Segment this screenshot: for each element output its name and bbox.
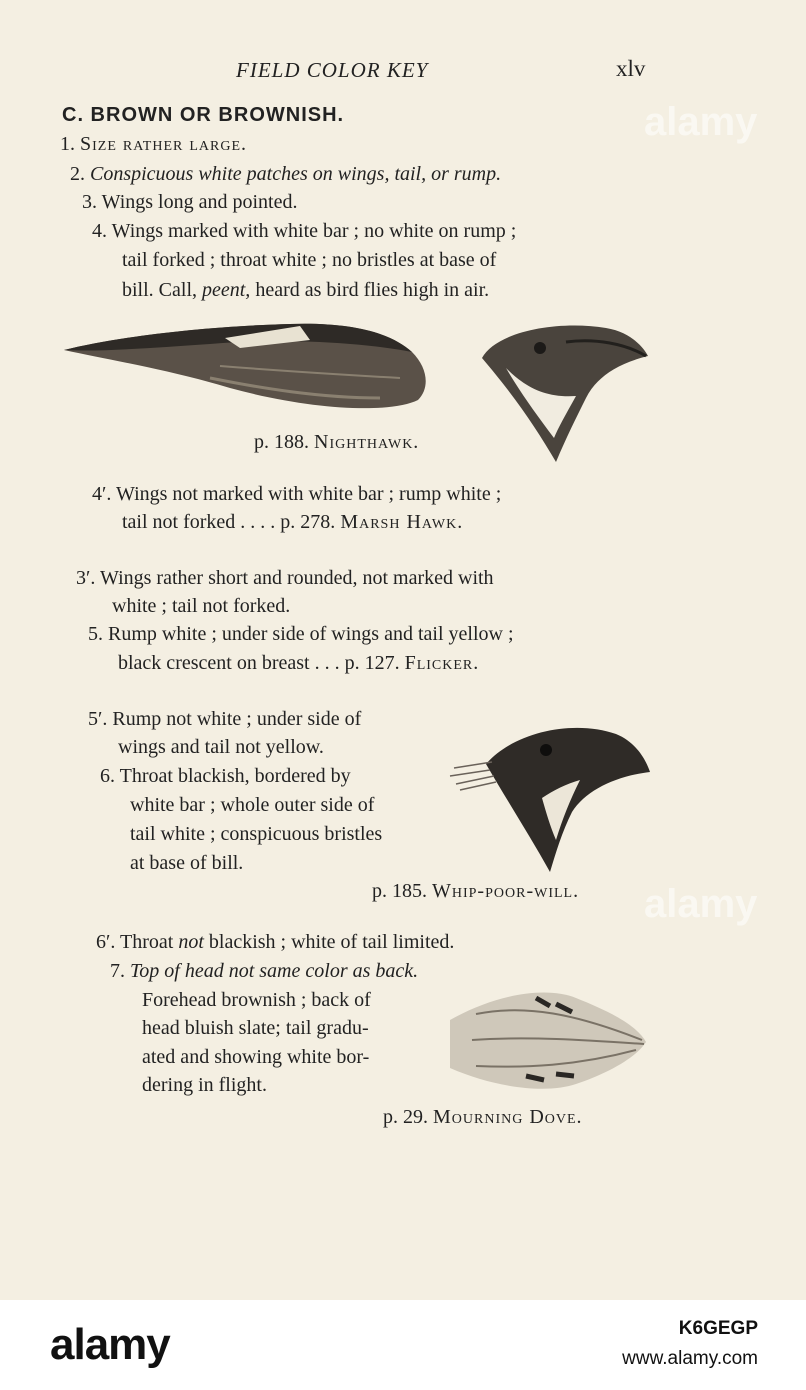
key-item-6-line-3: tail white ; conspicuous bristles xyxy=(130,823,383,845)
key-item-6-line-1 xyxy=(100,762,351,791)
page-reference: p. 188. xyxy=(254,431,309,453)
key-item-4-line-1 xyxy=(92,217,516,246)
key-text: Conspicuous white patches on wings, tail, or rump. xyxy=(90,163,502,185)
key-item-5-line-1 xyxy=(88,620,514,649)
page-number: xlv xyxy=(616,56,646,81)
key-item-3 xyxy=(82,188,297,217)
key-text: Rump not white ; under side of xyxy=(112,708,362,730)
key-item-5-prime-line-1 xyxy=(88,705,361,734)
nighthawk-head-illustration xyxy=(476,318,656,468)
key-text: Size rather large. xyxy=(80,133,247,155)
key-item-2 xyxy=(70,160,501,189)
key-item-3-prime-line-2: white ; tail not forked. xyxy=(112,595,291,617)
site-url: www.alamy.com xyxy=(622,1348,758,1369)
key-item-7-line-1 xyxy=(110,957,418,986)
key-item-6-prime: 6′. Throat not blackish ; white of tail limited. xyxy=(96,931,455,953)
species-name: Whip-poor-will. xyxy=(432,880,580,902)
key-text: Rump white ; under side of wings and tail yellow ; xyxy=(108,623,514,645)
page-reference: p. 185. xyxy=(372,880,427,902)
species-name: Mourning Dove. xyxy=(433,1106,583,1128)
image-id: K6GEGP xyxy=(678,1318,758,1339)
species-name: Nighthawk. xyxy=(314,431,420,453)
key-item-1 xyxy=(60,130,247,159)
key-text: Wings not marked with white bar ; rump white ; xyxy=(116,483,502,505)
key-item-7-line-3: head bluish slate; tail gradu- xyxy=(142,1017,369,1039)
key-text: Throat blackish, bordered by xyxy=(119,765,351,787)
key-text: Wings marked with white bar ; no white on rump ; xyxy=(111,220,517,242)
watermark: alamy xyxy=(644,100,758,144)
key-item-4-line-2: tail forked ; throat white ; no bristles at base of xyxy=(122,249,497,271)
key-item-7-line-4: ated and showing white bor- xyxy=(142,1046,370,1068)
key-number: 5′. xyxy=(88,708,108,730)
call-note: peent, xyxy=(202,279,251,301)
key-number: 1. xyxy=(60,133,75,155)
key-item-7-line-2: Forehead brownish ; back of xyxy=(142,989,371,1011)
key-text: Wings long and pointed. xyxy=(101,191,298,213)
mourning-dove-tail-illustration xyxy=(446,984,652,1100)
species-name: Marsh Hawk. xyxy=(340,511,464,533)
key-text: Wings rather short and rounded, not marked with xyxy=(100,567,494,589)
key-item-3-prime-line-1 xyxy=(76,564,494,593)
key-number: 6. xyxy=(100,765,115,787)
key-item-4-prime-line-1 xyxy=(92,480,501,509)
key-text: Top of head not same color as back. xyxy=(130,960,419,982)
species-name: Flicker. xyxy=(404,652,480,674)
running-title: FIELD COLOR KEY xyxy=(236,58,429,82)
key-item-5-line-2: black crescent on breast . . . p. 127. Flicker. xyxy=(118,652,480,674)
whip-poor-will-head-illustration xyxy=(446,716,656,876)
alamy-logo: alamy xyxy=(50,1320,170,1369)
page-reference: p. 29. xyxy=(383,1106,428,1128)
key-number: 2. xyxy=(70,163,85,185)
key-item-4-prime-line-2: tail not forked . . . . p. 278. Marsh Hawk. xyxy=(122,511,464,533)
watermark: alamy xyxy=(644,882,758,926)
key-item-6-line-4: at base of bill. xyxy=(130,852,244,874)
key-item-5-prime-line-2: wings and tail not yellow. xyxy=(118,736,324,758)
nighthawk-wing-illustration xyxy=(60,318,440,418)
key-number: 7. xyxy=(110,960,125,982)
key-number: 3. xyxy=(82,191,97,213)
key-number: 3′. xyxy=(76,567,96,589)
mourning-dove-caption xyxy=(383,1103,583,1132)
key-number: 6′. xyxy=(96,931,116,953)
key-number: 4. xyxy=(92,220,107,242)
key-item-7-line-5: dering in flight. xyxy=(142,1074,267,1096)
section-title: C. BROWN OR BROWNISH. xyxy=(62,104,345,126)
key-number: 5. xyxy=(88,623,103,645)
key-item-6-line-2: white bar ; whole outer side of xyxy=(130,794,375,816)
whip-poor-will-caption xyxy=(372,877,579,906)
key-number: 4′. xyxy=(92,483,112,505)
key-item-4-line-3: bill. Call, peent, heard as bird flies high in air. xyxy=(122,279,490,301)
nighthawk-caption xyxy=(254,428,419,457)
